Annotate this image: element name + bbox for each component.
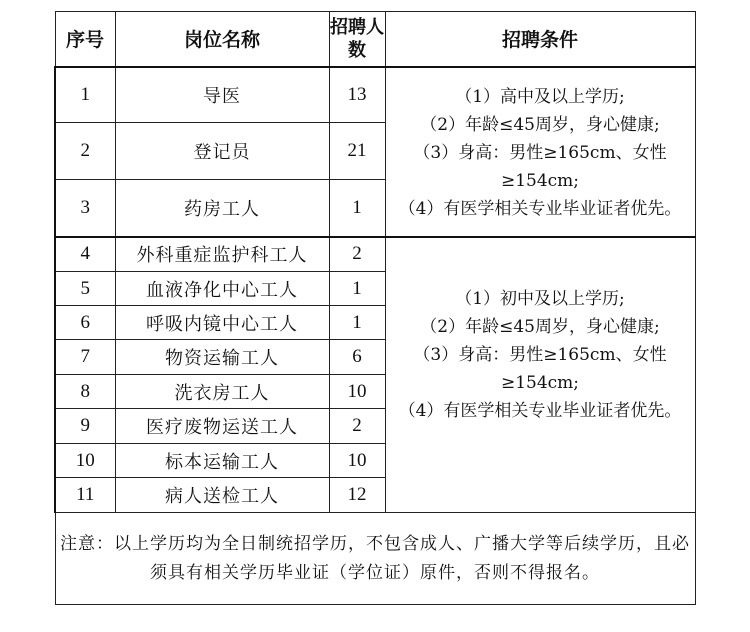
row-count: 12 — [329, 478, 385, 513]
table-row — [55, 237, 695, 272]
row-position: 病人送检工人 — [115, 478, 329, 513]
row-seq: 3 — [55, 180, 115, 237]
row-count: 2 — [329, 237, 385, 272]
note-row — [55, 513, 695, 605]
header-count: 招聘人数 — [329, 12, 385, 67]
condition-line: （2）年龄≤45周岁，身心健康; — [420, 316, 660, 337]
row-position: 外科重症监护科工人 — [115, 237, 329, 272]
row-seq: 1 — [55, 67, 115, 123]
condition-line: （3）身高：男性≥165cm、女性≥154cm; — [413, 344, 667, 393]
row-count: 6 — [329, 340, 385, 375]
row-count: 10 — [329, 375, 385, 409]
condition-line: （1）初中及以上学历; — [455, 288, 625, 309]
row-seq: 4 — [55, 237, 115, 272]
header-seq: 序号 — [55, 12, 115, 67]
row-count: 1 — [329, 306, 385, 340]
row-position: 物资运输工人 — [115, 340, 329, 375]
table-row — [55, 67, 695, 123]
row-count: 1 — [329, 180, 385, 237]
row-count: 21 — [329, 123, 385, 180]
row-count: 10 — [329, 444, 385, 478]
row-position: 登记员 — [115, 123, 329, 180]
recruitment-table — [54, 11, 696, 605]
row-seq: 6 — [55, 306, 115, 340]
row-position: 医疗废物运送工人 — [115, 409, 329, 444]
row-count: 13 — [329, 67, 385, 123]
condition-line: （4）有医学相关专业毕业证者优先。 — [398, 400, 682, 421]
condition-line: （4）有医学相关专业毕业证者优先。 — [398, 198, 682, 219]
row-count: 2 — [329, 409, 385, 444]
row-position: 标本运输工人 — [115, 444, 329, 478]
row-seq: 8 — [55, 375, 115, 409]
row-count: 1 — [329, 272, 385, 306]
header-position: 岗位名称 — [115, 12, 329, 67]
condition-line: （3）身高：男性≥165cm、女性≥154cm; — [413, 142, 667, 191]
row-seq: 2 — [55, 123, 115, 180]
group1-conditions — [385, 67, 695, 237]
row-position: 洗衣房工人 — [115, 375, 329, 409]
header-conditions: 招聘条件 — [385, 12, 695, 67]
header-row — [55, 12, 695, 67]
group2-conditions — [385, 237, 695, 513]
row-seq: 10 — [55, 444, 115, 478]
row-seq: 7 — [55, 340, 115, 375]
row-position: 药房工人 — [115, 180, 329, 237]
condition-line: （1）高中及以上学历; — [455, 86, 625, 107]
row-seq: 5 — [55, 272, 115, 306]
note-text: 注意：以上学历均为全日制统招学历，不包含成人、广播大学等后续学历，且必须具有相关学历毕业证（学位证）原件，否则不得报名。 — [55, 513, 695, 605]
row-position: 呼吸内镜中心工人 — [115, 306, 329, 340]
row-seq: 11 — [55, 478, 115, 513]
row-position: 导医 — [115, 67, 329, 123]
row-seq: 9 — [55, 409, 115, 444]
row-position: 血液净化中心工人 — [115, 272, 329, 306]
condition-line: （2）年龄≤45周岁，身心健康; — [420, 114, 660, 135]
